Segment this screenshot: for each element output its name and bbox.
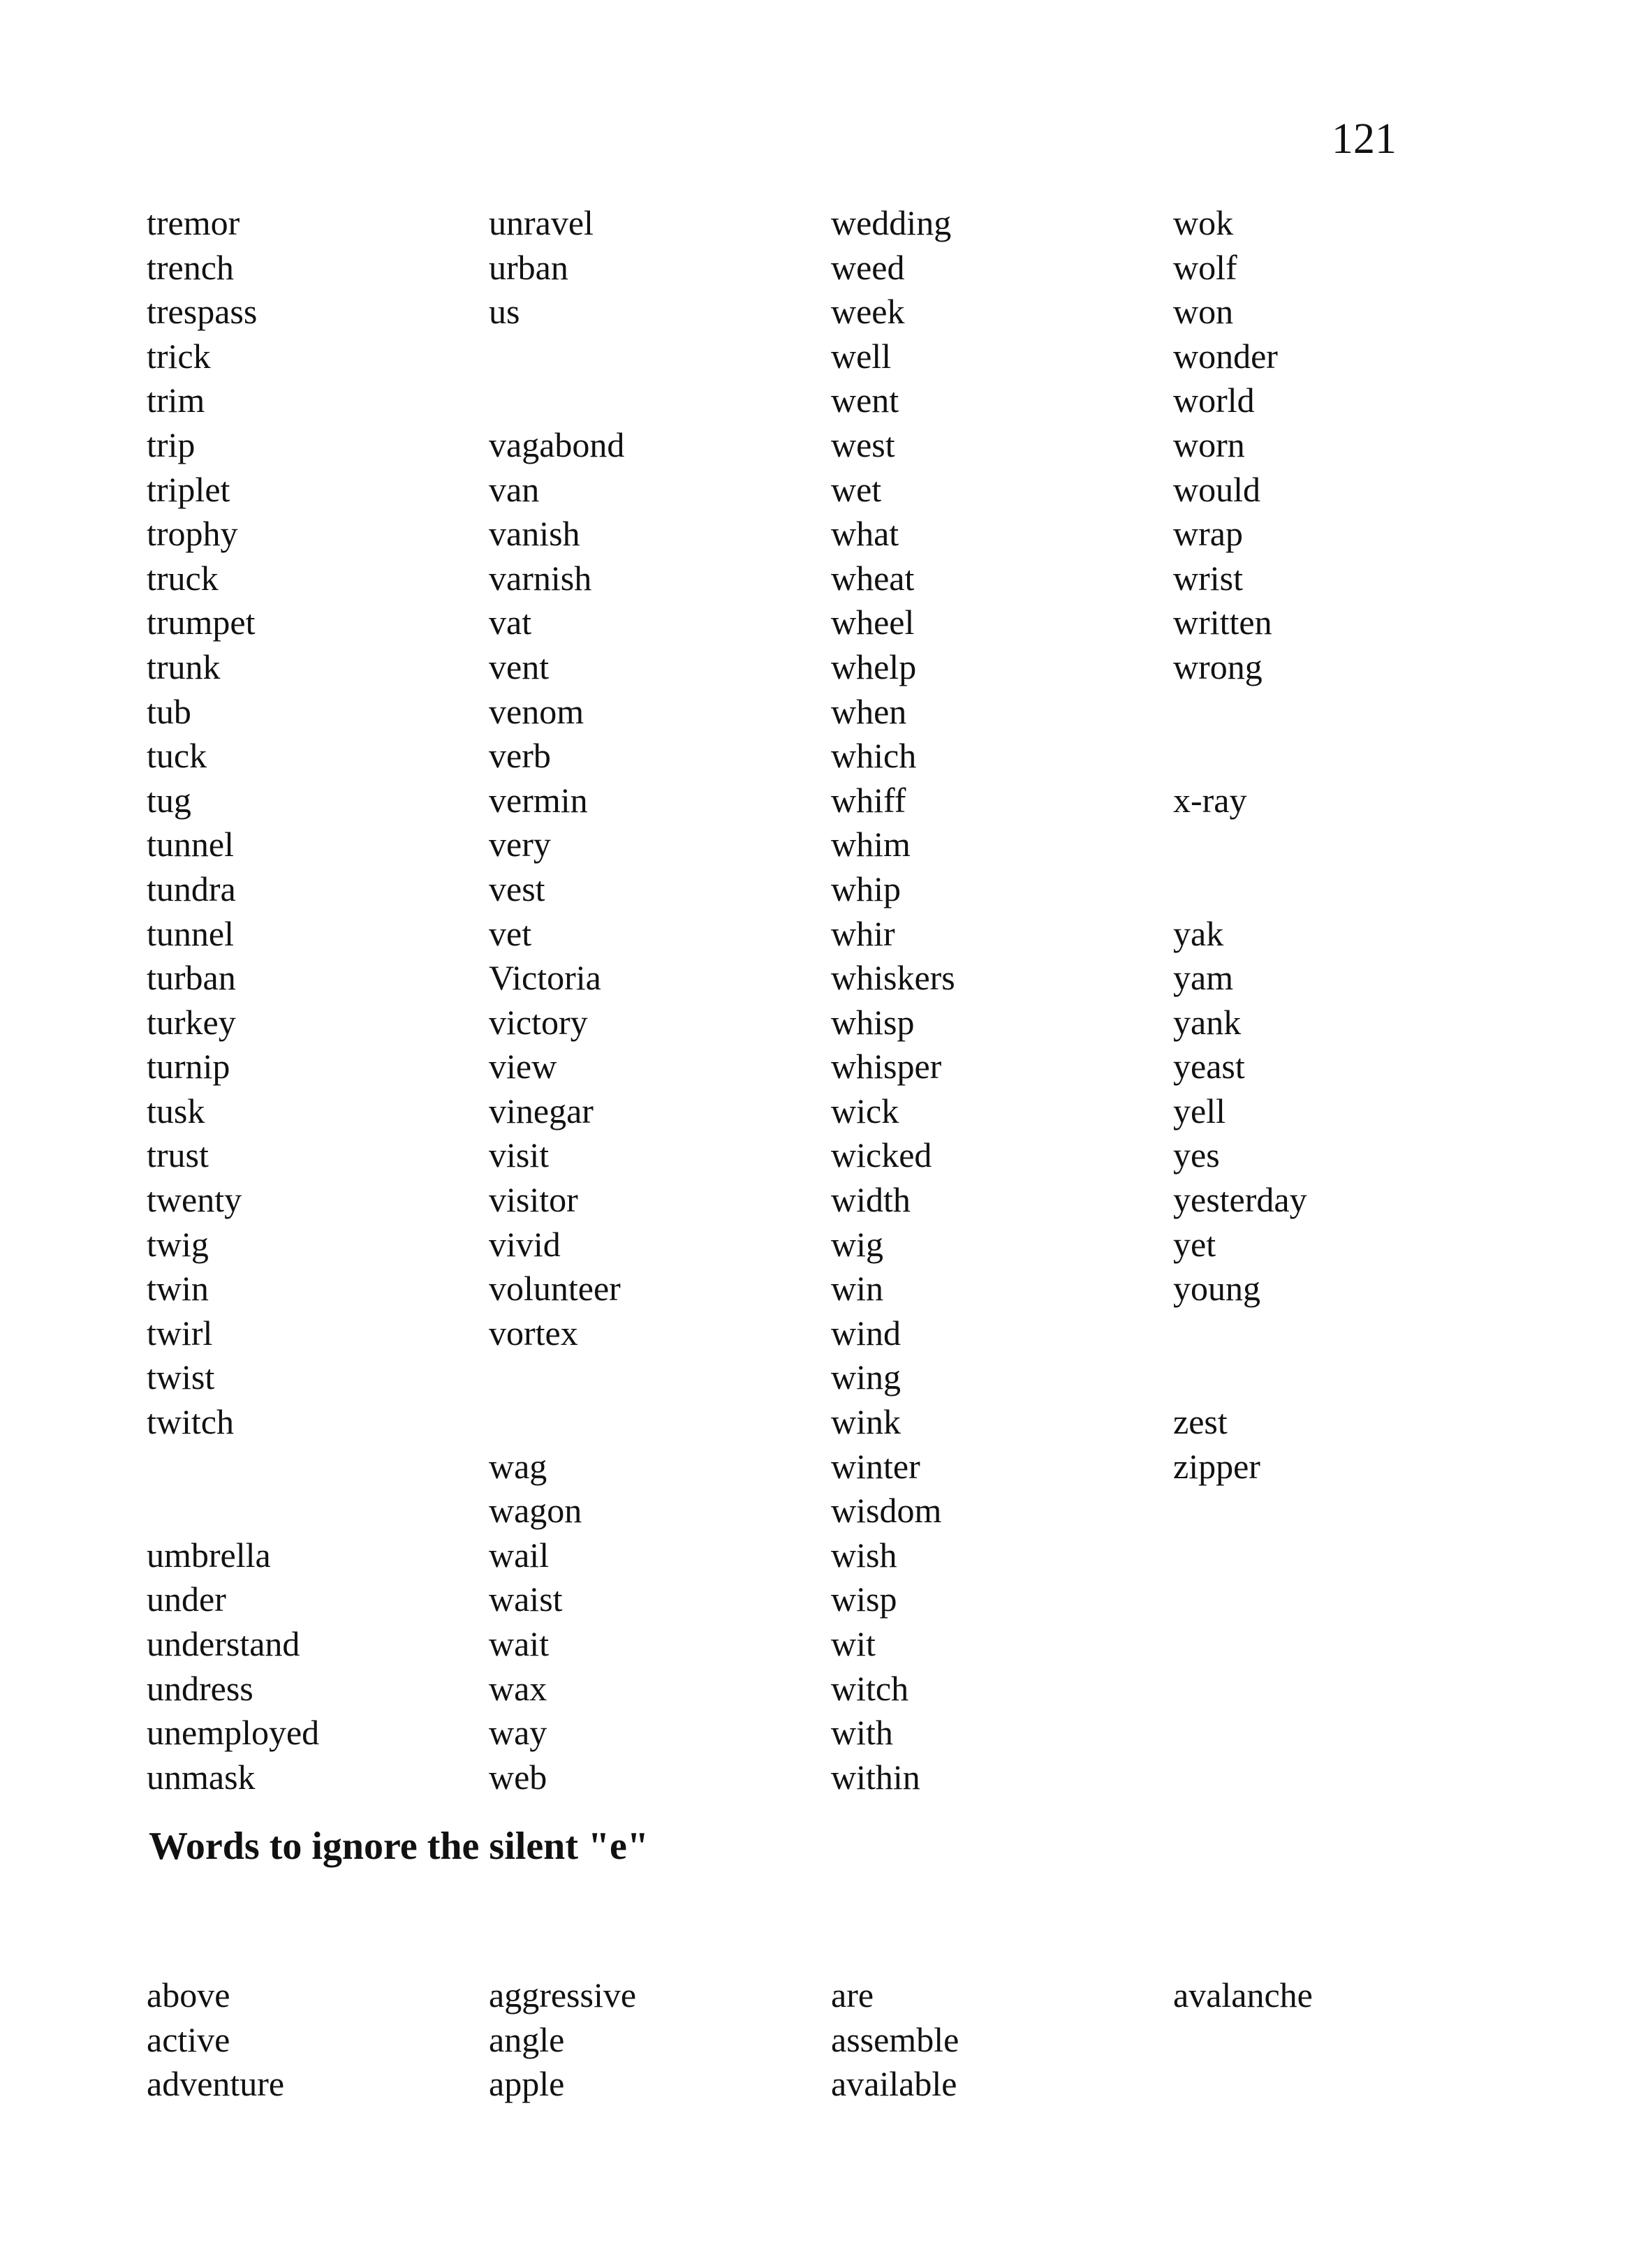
word-item (1173, 734, 1515, 779)
word-item: tremor (147, 203, 240, 242)
word-item: win (831, 1269, 883, 1309)
word-item: width (831, 1180, 911, 1220)
silent-e-word-list (147, 1973, 1515, 2107)
word-item: wit (831, 1624, 876, 1663)
word-item: undress (147, 1668, 253, 1708)
word-item: wrong (1173, 647, 1263, 686)
word-item: us (489, 292, 520, 332)
word-item: worn (1173, 425, 1245, 464)
word-item: whiff (831, 780, 906, 820)
word-column (147, 201, 489, 1799)
word-item: vest (489, 869, 545, 908)
word-item: whisp (831, 1002, 915, 1042)
word-item: which (831, 736, 917, 776)
word-item: winter (831, 1446, 920, 1486)
word-item: zipper (1173, 1446, 1260, 1486)
word-item: yeast (1173, 1047, 1245, 1087)
word-column (147, 1973, 489, 2107)
word-item: what (831, 514, 899, 554)
word-item: wonder (1173, 336, 1278, 376)
word-item: umbrella (147, 1535, 271, 1575)
word-column (1173, 1973, 1515, 2107)
word-item: Victoria (489, 958, 601, 998)
word-item: vortex (489, 1313, 578, 1353)
word-item: unemployed (147, 1713, 320, 1753)
word-item: yet (1173, 1224, 1216, 1264)
word-column (831, 1973, 1173, 2107)
word-item: wheat (831, 558, 915, 598)
word-item: trip (147, 425, 196, 464)
word-item: wish (831, 1535, 897, 1575)
word-item: very (489, 825, 551, 864)
word-item: verb (489, 736, 551, 776)
word-item: wing (831, 1357, 901, 1397)
word-item (489, 1355, 831, 1400)
word-item: van (489, 469, 540, 509)
word-item: yes (1173, 1135, 1220, 1175)
page-number: 121 (1332, 115, 1397, 163)
word-item (1173, 1577, 1515, 1622)
word-column (489, 201, 831, 1799)
word-item: wicked (831, 1135, 932, 1175)
word-item (1173, 1533, 1515, 1578)
word-item (489, 1400, 831, 1445)
word-item: twin (147, 1269, 209, 1309)
word-item: zest (1173, 1402, 1228, 1442)
word-item: volunteer (489, 1269, 621, 1309)
word-list (147, 201, 1515, 1799)
word-item: wolf (1173, 247, 1237, 287)
word-item: tusk (147, 1091, 205, 1131)
word-item: unmask (147, 1757, 256, 1797)
word-item: wisp (831, 1580, 897, 1619)
word-item: trust (147, 1135, 209, 1175)
word-item: trophy (147, 514, 238, 554)
word-item: yam (1173, 958, 1234, 998)
word-item: active (147, 2019, 230, 2059)
word-item: whisper (831, 1047, 942, 1087)
word-item: venom (489, 691, 584, 731)
word-item: twenty (147, 1180, 242, 1220)
word-item: whelp (831, 647, 917, 686)
word-item: yesterday (1173, 1180, 1307, 1220)
word-item: vat (489, 603, 532, 642)
word-item: yank (1173, 1002, 1242, 1042)
word-item (1173, 690, 1515, 735)
word-item: tug (147, 780, 191, 820)
word-item (147, 1489, 489, 1533)
word-item: whir (831, 913, 895, 953)
word-item: world (1173, 381, 1255, 420)
word-item: wisdom (831, 1491, 942, 1531)
word-item: understand (147, 1624, 300, 1663)
word-item: whiskers (831, 958, 955, 998)
word-item: are (831, 1975, 874, 2015)
word-item: apple (489, 2064, 565, 2104)
section-heading: Words to ignore the silent "e" (149, 1825, 649, 1868)
word-item: above (147, 1975, 230, 2015)
word-item: wrap (1173, 514, 1243, 554)
word-item: triplet (147, 469, 230, 509)
word-column (489, 1973, 831, 2107)
word-item: wedding (831, 203, 952, 242)
word-item: west (831, 425, 895, 464)
word-item: vet (489, 913, 532, 953)
word-item: witch (831, 1668, 909, 1708)
word-item: wink (831, 1402, 901, 1442)
word-item: wok (1173, 203, 1234, 242)
word-item: x-ray (1173, 780, 1247, 820)
word-item: whip (831, 869, 901, 908)
word-item (147, 1445, 489, 1489)
word-item: waist (489, 1580, 563, 1619)
word-item: web (489, 1757, 547, 1797)
word-item: wax (489, 1668, 547, 1708)
word-item: assemble (831, 2019, 959, 2059)
word-item: turkey (147, 1002, 236, 1042)
word-item: wagon (489, 1491, 582, 1531)
word-item: yell (1173, 1091, 1226, 1131)
word-column (831, 201, 1173, 1799)
word-item: within (831, 1757, 920, 1797)
word-item: vagabond (489, 425, 625, 464)
word-item: wet (831, 469, 882, 509)
word-item: won (1173, 292, 1234, 332)
word-item: trick (147, 336, 211, 376)
word-item: wait (489, 1624, 550, 1663)
word-item: wig (831, 1224, 883, 1264)
word-item: vivid (489, 1224, 561, 1264)
word-item: avalanche (1173, 1975, 1313, 2015)
word-item: aggressive (489, 1975, 637, 2015)
word-item (1173, 1355, 1515, 1400)
word-item: way (489, 1713, 547, 1753)
word-item: trim (147, 381, 205, 420)
word-item: twig (147, 1224, 209, 1264)
word-item: adventure (147, 2064, 285, 2104)
word-item: trumpet (147, 603, 256, 642)
word-item (1173, 1711, 1515, 1755)
word-item: written (1173, 603, 1272, 642)
word-item: tub (147, 691, 191, 731)
word-item (1173, 1667, 1515, 1711)
word-item: available (831, 2064, 957, 2104)
word-item: trunk (147, 647, 221, 686)
word-item: unravel (489, 203, 594, 242)
word-item: turban (147, 958, 236, 998)
word-item (1173, 823, 1515, 867)
word-item: view (489, 1047, 557, 1087)
word-item (1173, 1622, 1515, 1667)
word-item: whim (831, 825, 911, 864)
word-item: with (831, 1713, 893, 1753)
word-item (1173, 867, 1515, 912)
word-item: wheel (831, 603, 915, 642)
word-item: went (831, 381, 899, 420)
word-item (489, 378, 831, 423)
word-item: twirl (147, 1313, 213, 1353)
word-item: angle (489, 2019, 565, 2059)
word-item: well (831, 336, 892, 376)
word-item: wick (831, 1091, 899, 1131)
word-item (1173, 1311, 1515, 1356)
word-item (489, 334, 831, 379)
word-item: yak (1173, 913, 1224, 953)
word-item: when (831, 691, 907, 731)
word-item: under (147, 1580, 226, 1619)
word-item: tuck (147, 736, 207, 776)
word-item: tunnel (147, 913, 234, 953)
word-item: wail (489, 1535, 550, 1575)
word-item: tundra (147, 869, 236, 908)
word-item: wrist (1173, 558, 1243, 598)
word-item: visitor (489, 1180, 578, 1220)
word-column (1173, 201, 1515, 1799)
word-item (1173, 1489, 1515, 1533)
word-item: turnip (147, 1047, 230, 1087)
word-item: vanish (489, 514, 580, 554)
word-item: vent (489, 647, 550, 686)
word-item: victory (489, 1002, 588, 1042)
word-item: wind (831, 1313, 901, 1353)
word-item: trespass (147, 292, 258, 332)
word-item: truck (147, 558, 219, 598)
word-item: tunnel (147, 825, 234, 864)
word-item: weed (831, 247, 905, 287)
word-item: varnish (489, 558, 592, 598)
word-item: week (831, 292, 905, 332)
word-item: wag (489, 1446, 547, 1486)
word-item: young (1173, 1269, 1260, 1309)
word-item: twitch (147, 1402, 234, 1442)
word-item: vermin (489, 780, 588, 820)
word-item: urban (489, 247, 568, 287)
word-item: would (1173, 469, 1260, 509)
word-item: vinegar (489, 1091, 594, 1131)
word-item (1173, 1755, 1515, 1800)
word-item: twist (147, 1357, 215, 1397)
word-item: visit (489, 1135, 550, 1175)
word-item: trench (147, 247, 234, 287)
